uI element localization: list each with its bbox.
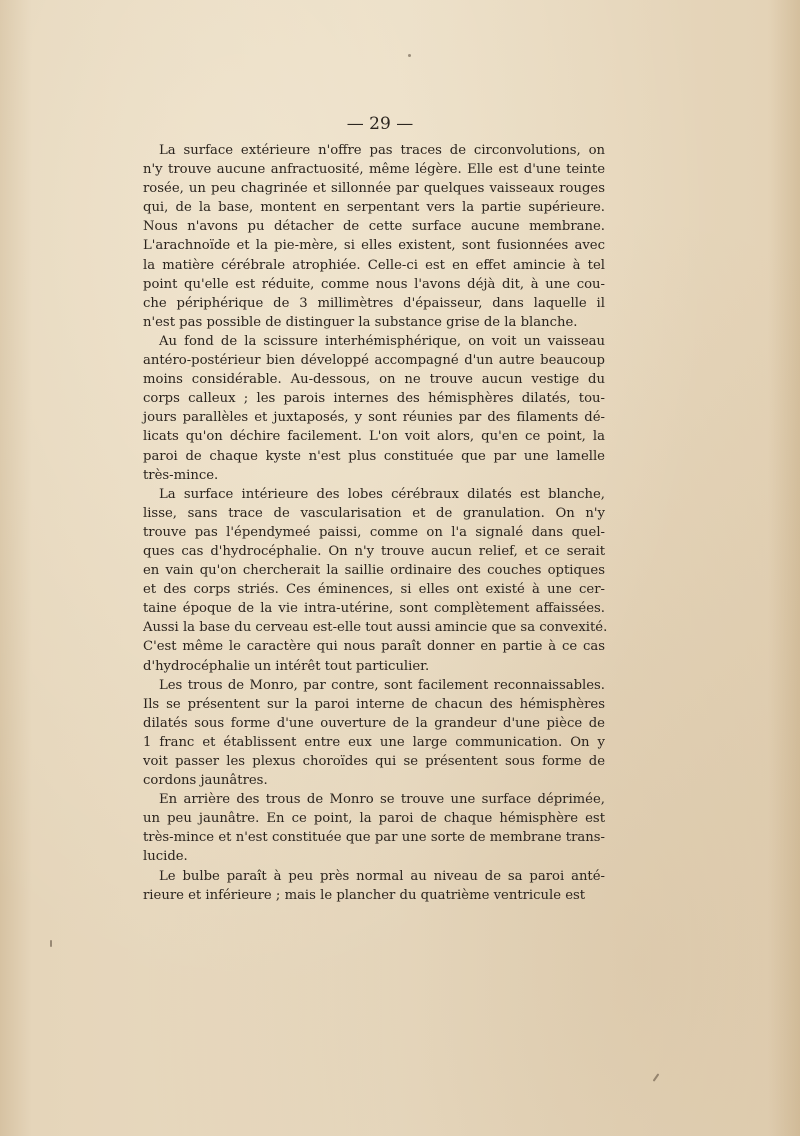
text-line: en vain qu'on chercherait la saillie ordinaire des couches optiques <box>143 563 605 579</box>
text-line: 1 franc et établissent entre eux une large communication. On y <box>143 734 605 750</box>
text-line: point qu'elle est réduite, comme nous l'avons déjà dit, à une cou- <box>143 276 605 292</box>
text-line: très-mince. <box>143 467 219 483</box>
ink-speck <box>408 54 411 57</box>
text-line: taine époque de la vie intra-utérine, sont complètement affaissées. <box>143 601 605 617</box>
text-line: dilatés sous forme d'une ouverture de la grandeur d'une pièce de <box>143 715 605 731</box>
text-line: antéro-postérieur bien développé accompagné d'un autre beaucoup <box>143 353 605 369</box>
text-line: lucide. <box>143 849 188 865</box>
text-line: Le bulbe paraît à peu près normal au niveau de sa paroi anté- <box>159 868 605 884</box>
text-line: La surface extérieure n'offre pas traces de circonvolutions, on <box>159 143 605 158</box>
paragraph <box>143 676 605 791</box>
text-line: moins considérable. Au-dessous, on ne trouve aucun vestige du <box>143 372 605 388</box>
text-line: très-mince et n'est constituée que par une sorte de membrane trans- <box>143 830 605 846</box>
text-line: Ils se présentent sur la paroi interne de chacun des hémisphères <box>143 696 605 712</box>
ink-speck <box>50 940 52 947</box>
body-text <box>143 141 608 905</box>
text-line: ques cas d'hydrocéphalie. On n'y trouve aucun relief, et ce serait <box>143 543 605 559</box>
text-line: che périphérique de 3 millimètres d'épaisseur, dans laquelle il <box>143 295 605 311</box>
text-line: lisse, sans trace de vascularisation et de granulation. On n'y <box>143 505 605 521</box>
text-line: paroi de chaque kyste n'est plus constituée que par une lamelle <box>143 448 605 464</box>
text-line: qui, de la base, montent en serpentant vers la partie supérieure. <box>143 200 605 216</box>
text-line: n'y trouve aucune anfractuosité, même légère. Elle est d'une teinte <box>143 162 605 178</box>
text-line: rieure et inférieure ; mais le plancher du quatrième ventricule est <box>143 887 586 903</box>
text-line: En arrière des trous de Monro se trouve une surface déprimée, <box>159 792 605 808</box>
text-line: d'hydrocéphalie un intérêt tout particulier. <box>143 658 430 674</box>
page-number: — 29 — <box>346 114 414 134</box>
text-line: cordons jaunâtres. <box>143 773 268 789</box>
text-line: n'est pas possible de distinguer la substance grise de la blanche. <box>143 314 578 330</box>
text-line: L'arachnoïde et la pie-mère, si elles existent, sont fusionnées avec <box>143 238 605 254</box>
text-line: Aussi la base du cerveau est-elle tout aussi amincie que sa convexité. <box>143 620 608 636</box>
paragraph <box>143 485 608 676</box>
text-line: jours parallèles et juxtaposés, y sont réunies par des filaments dé- <box>143 410 605 426</box>
text-line: Au fond de la scissure interhémisphérique, on voit un vaisseau <box>159 333 605 349</box>
paragraph <box>143 790 605 866</box>
text-line: licats qu'on déchire facilement. L'on voit alors, qu'en ce point, la <box>143 429 605 445</box>
paragraph <box>143 867 605 905</box>
text-line: Nous n'avons pu détacher de cette surface aucune membrane. <box>143 219 605 235</box>
text-line: et des corps striés. Ces éminences, si elles ont existé à une cer- <box>143 582 605 598</box>
paragraph <box>143 332 605 485</box>
text-line: la matière cérébrale atrophiée. Celle-ci est en effet amincie à tel <box>143 257 605 273</box>
text-line: rosée, un peu chagrinée et sillonnée par quelques vaisseaux rouges <box>143 181 605 197</box>
text-line: Les trous de Monro, par contre, sont facilement reconnaissables. <box>159 677 605 693</box>
text-line: voit passer les plexus choroïdes qui se présentent sous forme de <box>143 754 605 769</box>
text-line: trouve pas l'épendymeé paissi, comme on l'a signalé dans quel- <box>143 524 605 540</box>
text-line: un peu jaunâtre. En ce point, la paroi de chaque hémisphère est <box>143 811 605 827</box>
text-line: corps calleux ; les parois internes des hémisphères dilatés, tou- <box>143 391 605 407</box>
ink-speck <box>653 1073 660 1082</box>
text-line: C'est même le caractère qui nous paraît donner en partie à ce cas <box>143 639 605 655</box>
text-line: La surface intérieure des lobes cérébraux dilatés est blanche, <box>159 486 605 502</box>
paragraph <box>143 141 605 332</box>
